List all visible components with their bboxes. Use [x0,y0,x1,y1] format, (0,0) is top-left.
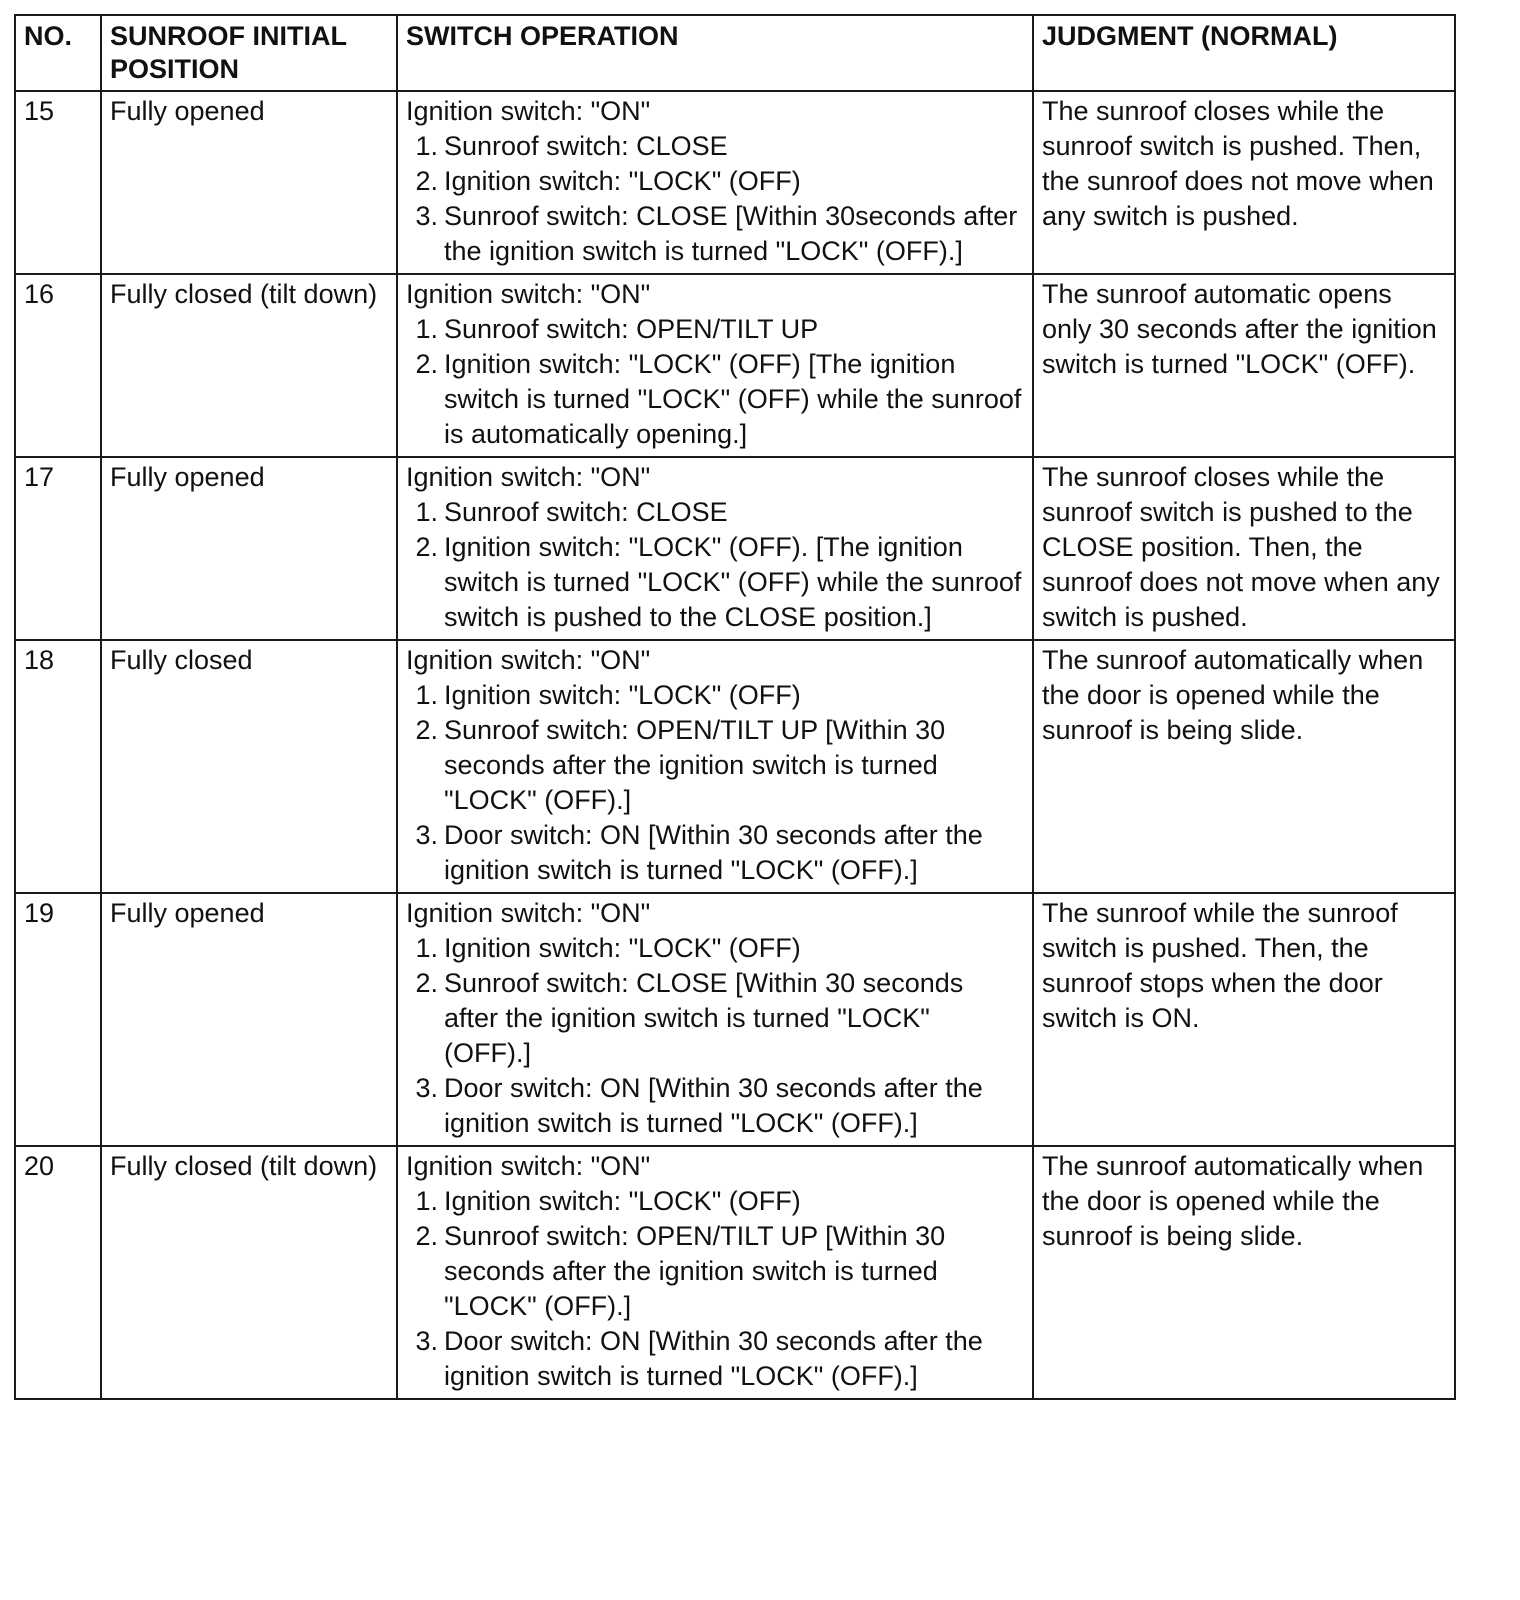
table-row [15,640,1455,893]
step-number: 3. [415,1326,438,1356]
judgment: The sunroof automatically when the door is opened while the sunroof is being slide. [1033,640,1455,893]
operation-preamble: Ignition switch: "ON" [406,645,651,675]
step-text: Sunroof switch: OPEN/TILT UP [Within 30 seconds after the ignition switch is turned "LOCK" (OFF).] [444,715,946,815]
step-number: 2. [415,166,438,196]
row-number: 15 [15,91,101,274]
step-text: Ignition switch: "LOCK" (OFF) [444,166,801,196]
switch-operation [397,1146,1033,1399]
operation-step [406,347,1024,452]
table-row [15,457,1455,640]
operation-step [406,713,1024,818]
step-text: Ignition switch: "LOCK" (OFF) [444,1186,801,1216]
step-text: Door switch: ON [Within 30 seconds after the ignition switch is turned "LOCK" (OFF).] [444,820,983,885]
step-text: Ignition switch: "LOCK" (OFF). [The ignition switch is turned "LOCK" (OFF) while the sunroof switch is pushed to the CLOSE position.] [444,532,1022,632]
operation-steps [406,312,1024,452]
row-number: 18 [15,640,101,893]
step-text: Sunroof switch: OPEN/TILT UP [444,314,819,344]
table-row [15,274,1455,457]
step-text: Sunroof switch: CLOSE [Within 30seconds after the ignition switch is turned "LOCK" (OFF).] [444,201,1018,266]
switch-operation [397,91,1033,274]
operation-preamble: Ignition switch: "ON" [406,1151,651,1181]
switch-operation [397,893,1033,1146]
step-number: 1. [415,1186,438,1216]
step-text: Ignition switch: "LOCK" (OFF) [444,933,801,963]
switch-operation [397,640,1033,893]
step-text: Sunroof switch: CLOSE [444,497,728,527]
step-number: 1. [415,680,438,710]
judgment: The sunroof automatically when the door is opened while the sunroof is being slide. [1033,1146,1455,1399]
operation-steps [406,931,1024,1141]
judgment: The sunroof automatic opens only 30 seconds after the ignition switch is turned "LOCK" (OFF). [1033,274,1455,457]
operation-steps [406,1184,1024,1394]
step-text: Door switch: ON [Within 30 seconds after the ignition switch is turned "LOCK" (OFF).] [444,1073,983,1138]
operation-steps [406,678,1024,888]
step-number: 3. [415,201,438,231]
step-number: 1. [415,314,438,344]
step-number: 2. [415,532,438,562]
step-number: 2. [415,968,438,998]
operation-steps [406,129,1024,269]
step-text: Door switch: ON [Within 30 seconds after the ignition switch is turned "LOCK" (OFF).] [444,1326,983,1391]
operation-preamble: Ignition switch: "ON" [406,898,651,928]
header-position: SUNROOF INITIAL POSITION [101,15,397,91]
step-number: 1. [415,131,438,161]
operation-step [406,818,1024,888]
sunroof-initial-position: Fully closed (tilt down) [101,1146,397,1399]
step-number: 2. [415,715,438,745]
step-text: Sunroof switch: CLOSE [444,131,728,161]
operation-step [406,1071,1024,1141]
sunroof-initial-position: Fully closed (tilt down) [101,274,397,457]
operation-step [406,678,1024,713]
operation-step [406,164,1024,199]
step-number: 3. [415,820,438,850]
header-judgment: JUDGMENT (NORMAL) [1033,15,1455,91]
step-text: Ignition switch: "LOCK" (OFF) [444,680,801,710]
header-no: NO. [15,15,101,91]
sunroof-judgment-table [14,14,1456,1400]
step-number: 2. [415,349,438,379]
step-number: 1. [415,497,438,527]
header-operation: SWITCH OPERATION [397,15,1033,91]
sunroof-initial-position: Fully opened [101,91,397,274]
step-number: 3. [415,1073,438,1103]
operation-step [406,129,1024,164]
step-text: Sunroof switch: OPEN/TILT UP [Within 30 seconds after the ignition switch is turned "LOCK" (OFF).] [444,1221,946,1321]
row-number: 20 [15,1146,101,1399]
operation-preamble: Ignition switch: "ON" [406,279,651,309]
table-row [15,91,1455,274]
judgment: The sunroof closes while the sunroof switch is pushed to the CLOSE position. Then, the sunroof does not move when any switch is pushed. [1033,457,1455,640]
row-number: 16 [15,274,101,457]
operation-steps [406,495,1024,635]
operation-step [406,1219,1024,1324]
row-number: 17 [15,457,101,640]
step-text: Ignition switch: "LOCK" (OFF) [The ignition switch is turned "LOCK" (OFF) while the sunroof is automatically opening.] [444,349,1022,449]
step-text: Sunroof switch: CLOSE [Within 30 seconds after the ignition switch is turned "LOCK" (OFF).] [444,968,964,1068]
operation-step [406,199,1024,269]
operation-step [406,530,1024,635]
operation-preamble: Ignition switch: "ON" [406,96,651,126]
switch-operation [397,457,1033,640]
operation-step [406,495,1024,530]
sunroof-initial-position: Fully closed [101,640,397,893]
operation-preamble: Ignition switch: "ON" [406,462,651,492]
operation-step [406,931,1024,966]
operation-step [406,1324,1024,1394]
step-number: 1. [415,933,438,963]
judgment: The sunroof closes while the sunroof switch is pushed. Then, the sunroof does not move when any switch is pushed. [1033,91,1455,274]
table-row [15,1146,1455,1399]
operation-step [406,966,1024,1071]
switch-operation [397,274,1033,457]
table-row [15,893,1455,1146]
header-row [15,15,1455,91]
step-number: 2. [415,1221,438,1251]
judgment: The sunroof while the sunroof switch is pushed. Then, the sunroof stops when the door switch is ON. [1033,893,1455,1146]
sunroof-initial-position: Fully opened [101,893,397,1146]
operation-step [406,312,1024,347]
row-number: 19 [15,893,101,1146]
sunroof-initial-position: Fully opened [101,457,397,640]
table-body [15,91,1455,1399]
operation-step [406,1184,1024,1219]
